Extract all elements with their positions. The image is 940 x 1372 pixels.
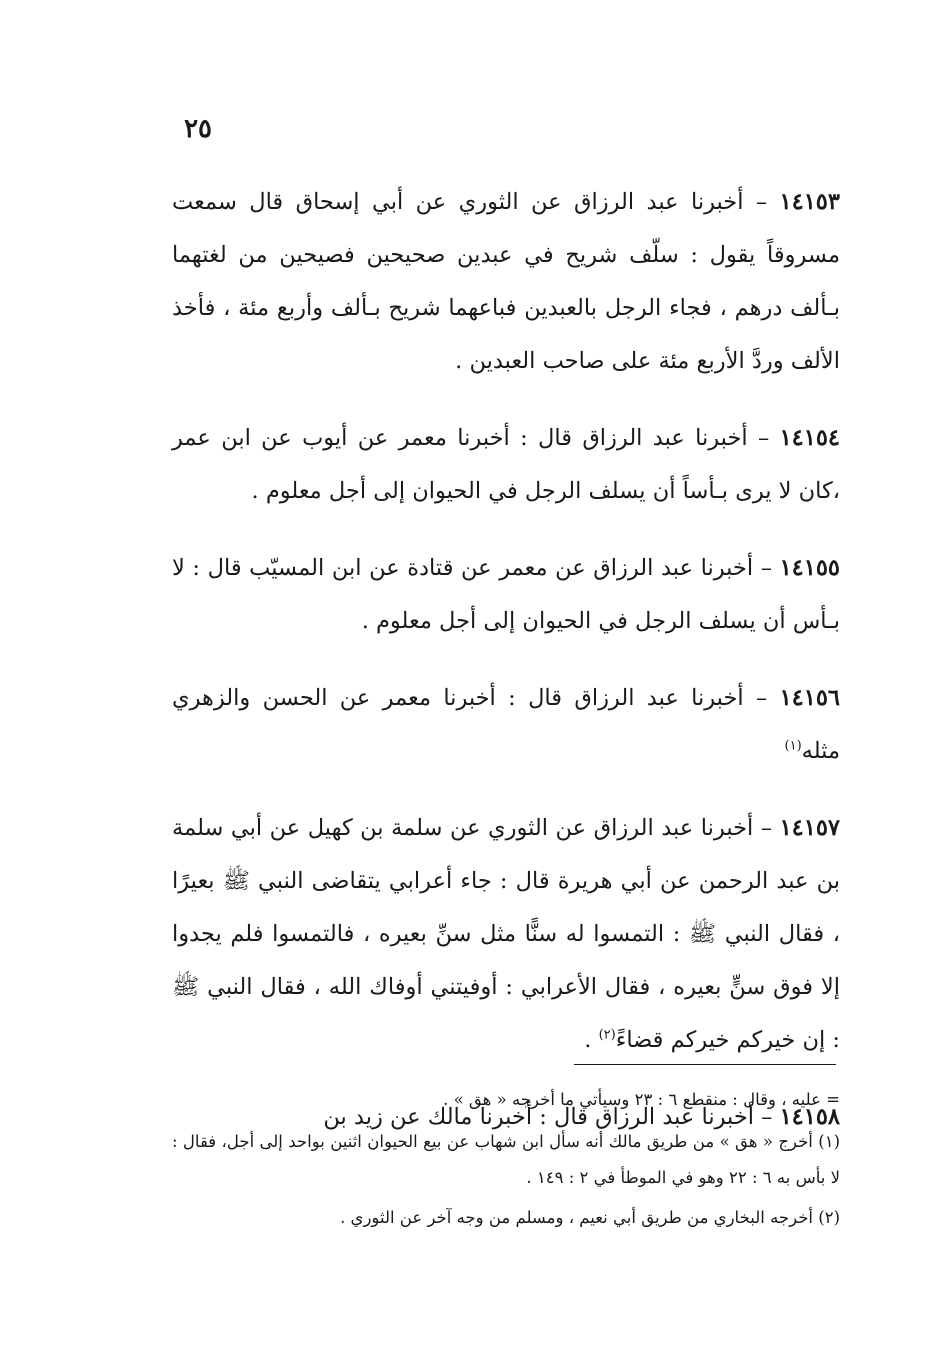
- hadith-text: أخبرنا عبد الرزاق عن معمر عن قتادة عن ابن المسيّب قال : لا بـأس أن يسلف الرجل في الحيوان إلى أجل معلوم .: [172, 555, 840, 634]
- hadith-text: أخبرنا عبد الرزاق عن الثوري عن سلمة بن كهيل عن أبي سلمة بن عبد الرحمن عن أبي هريرة قال : جاء أعرابي يتقاضى النبي ﷺ بعيرًا ، فقال النبي ﷺ : التمسوا له سنًّا مثل سنِّ بعيره ، فالتمسوا فلم يجدوا إلا فوق سنٍّ بعيره ، فقال الأعرابي : أوفيتني أوفاك الله ، فقال النبي ﷺ : إن خيركم خيركم قضاءً: [172, 815, 840, 1053]
- main-text: [172, 176, 840, 1168]
- hadith-14154: [172, 412, 840, 518]
- hadith-number: ١٤١٥٣: [779, 189, 840, 215]
- hadith-dash: –: [753, 555, 772, 581]
- hadith-14157: [172, 802, 840, 1067]
- page-number: ٢٥: [184, 114, 212, 144]
- hadith-14153: [172, 176, 840, 388]
- footnote-marker-1[interactable]: (١): [784, 738, 802, 754]
- hadith-text: أخبرنا عبد الرزاق قال : أخبرنا معمر عن الحسن والزهري مثله: [172, 685, 840, 764]
- footnote-2: (٢) أخرجه البخاري من طريق أبي نعيم ، ومسلم من وجه آخر عن الثوري .: [340, 1208, 840, 1227]
- hadith-tail: .: [584, 1027, 599, 1053]
- hadith-14156: [172, 672, 840, 778]
- hadith-number: ١٤١٥٨: [779, 1104, 840, 1130]
- footnote-separator: [574, 1064, 836, 1065]
- hadith-dash: –: [743, 685, 768, 711]
- hadith-dash: –: [753, 815, 773, 841]
- hadith-dash: –: [743, 189, 768, 215]
- footnote-continuation: = عليه ، وقال : منقطع ٦ : ٢٣ وسيأتي ما أخرجه « هق » .: [443, 1090, 840, 1109]
- footnote-1: (١) أخرج « هق » من طريق مالك أنه سأل ابن شهاب عن بيع الحيوان اثنين بواحد إلى أجل، فقال : لا بأس به ٦ : ٢٢ وهو في الموطأ في ٢ : ١٤٩ .: [172, 1132, 840, 1187]
- hadith-text: أخبرنا عبد الرزاق قال : أخبرنا معمر عن أيوب عن ابن عمر ،كان لا يرى بـأساً أن يسلف الرجل في الحيوان إلى أجل معلوم .: [172, 425, 840, 504]
- hadith-number: ١٤١٥٦: [779, 685, 841, 711]
- hadith-number: ١٤١٥٥: [779, 555, 840, 581]
- hadith-text: أخبرنا عبد الرزاق عن الثوري عن أبي إسحاق قال سمعت مسروقاً يقول : سلّف شريح في عبدين صحيحين فصيحين من لغتهما بـألف درهم ، فجاء الرجل بالعبدين فباعهما شريح بـألف وأربع مئة ، فأخذ الألف وردَّ الأربع مئة على صاحب العبدين .: [172, 189, 840, 374]
- hadith-text: أخبرنا عبد الرزاق قال : أخبرنا مالك عن زيد بن: [323, 1104, 754, 1130]
- footnotes: [172, 1082, 840, 1240]
- hadith-14155: [172, 542, 840, 648]
- footnote-marker-2[interactable]: (٢): [598, 1027, 616, 1043]
- hadith-number: ١٤١٥٧: [779, 815, 841, 841]
- hadith-dash: –: [754, 1104, 773, 1130]
- hadith-dash: –: [747, 425, 770, 451]
- hadith-number: ١٤١٥٤: [779, 425, 840, 451]
